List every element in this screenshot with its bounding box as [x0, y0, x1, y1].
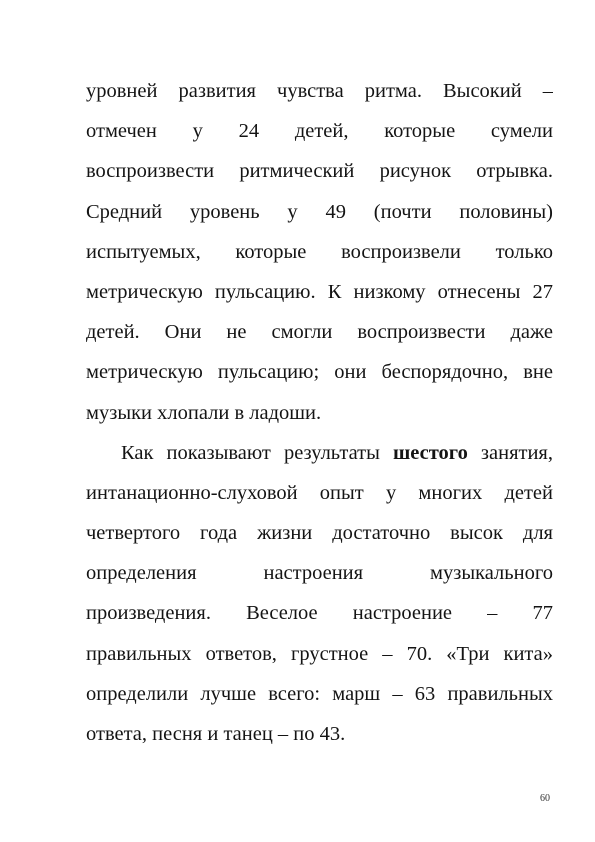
text-segment: Как показывают результаты: [121, 441, 393, 464]
text-line: испытуемых, которые воспроизвели только: [86, 240, 553, 263]
text-segment: занятия,: [467, 441, 553, 464]
text-line: определения настроения музыкального: [86, 562, 553, 585]
text-line: уровней развития чувства ритма. Высокий –: [86, 80, 553, 102]
text-line: интанационно-слуховой опыт у многих детей: [86, 481, 553, 504]
body-text: [86, 71, 553, 754]
paragraph-end-line: музыки хлопали в ладоши.: [86, 401, 322, 424]
page-number: 60: [540, 793, 550, 804]
text-line: метрическую пульсацию. К низкому отнесены 27: [86, 280, 553, 303]
paragraph-start-line: [86, 433, 553, 473]
paragraph-end-line: ответа, песня и танец – по 43.: [86, 723, 346, 745]
text-line: Средний уровень у 49 (почти половины): [86, 200, 553, 223]
bold-word: шестого: [392, 441, 468, 464]
text-line: метрическую пульсацию; они беспорядочно, вне: [86, 361, 553, 384]
text-line: произведения. Веселое настроение – 77: [86, 602, 553, 625]
text-line: четвертого года жизни достаточно высок для: [86, 522, 553, 545]
text-line: определили лучше всего: марш – 63 правильных: [86, 682, 553, 705]
text-line: детей. Они не смогли воспроизвести даже: [86, 321, 553, 344]
text-line: отмечен у 24 детей, которые сумели: [86, 120, 553, 143]
text-line: воспроизвести ритмический рисунок отрывка.: [86, 160, 553, 183]
text-line: правильных ответов, грустное – 70. «Три кита»: [86, 642, 553, 665]
